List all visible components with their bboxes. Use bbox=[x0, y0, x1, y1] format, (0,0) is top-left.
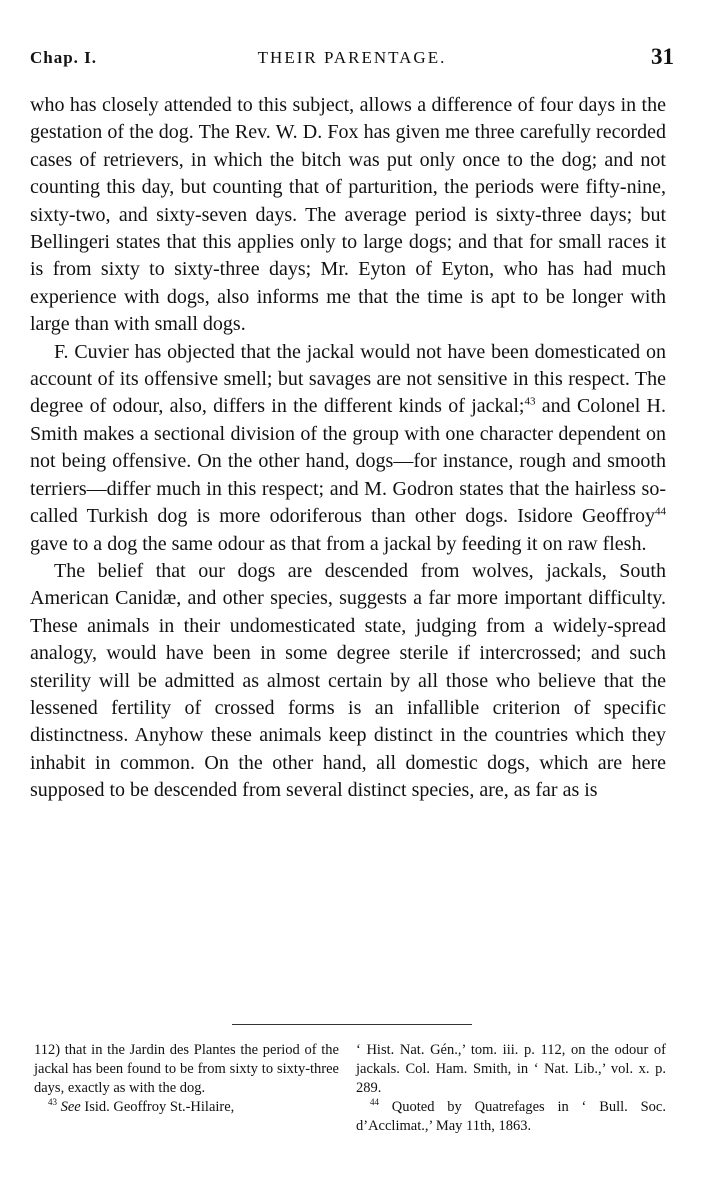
footnotes-right-column bbox=[356, 1041, 666, 1136]
footnote-43 bbox=[34, 1098, 339, 1117]
footnote-ref-44: 44 bbox=[655, 505, 666, 518]
paragraph-2-part-a: F. Cuvier has objected that the jackal would not have been domesticated on account of its offensive smell; but savages are not sensitive in this respect. The degree of odour, also, differs in the different kinds of jackal; bbox=[30, 340, 666, 418]
page-number: 31 bbox=[651, 44, 674, 69]
footnotes-left-column bbox=[34, 1041, 339, 1117]
footnote-divider bbox=[232, 1024, 472, 1025]
footnote-43-see: See bbox=[60, 1099, 81, 1115]
footnote-43-text: Isid. Geoffroy St.-Hilaire, bbox=[80, 1099, 235, 1115]
running-header bbox=[30, 44, 674, 74]
footnote-44-text: Quoted by Quatrefages in ‘ Bull. Soc. d’Acclimat.,’ May 11th, 1863. bbox=[356, 1099, 666, 1134]
footnote-ref-43: 43 bbox=[524, 395, 536, 408]
paragraph-1: who has closely attended to this subject, allows a difference of four days in the gestation of the dog. The Rev. W. D. Fox has given me three carefully recorded cases of retrievers, in which the bitch was put only once to the dog; and not counting this day, but counting that of parturition, the periods were fifty-nine, sixty-two, and sixty-seven days. The average period is sixty-three days; but Bellingeri states that this applies only to large dogs; and that for small races it is from sixty to sixty-three days; Mr. Eyton of Eyton, who has had much experience with dogs, also informs me that the time is apt to be longer with large than with small dogs. bbox=[30, 94, 666, 336]
running-title: THEIR PARENTAGE. bbox=[257, 48, 447, 67]
footnote-43-continued: ‘ Hist. Nat. Gén.,’ tom. iii. p. 112, on the odour of jackals. Col. Ham. Smith, in ‘ Nat. Lib.,’ vol. x. p. 289. bbox=[356, 1042, 666, 1096]
chapter-label: Chap. I. bbox=[30, 48, 98, 67]
paragraph-2-part-c: gave to a dog the same odour as that from a jackal by feeding it on raw flesh. bbox=[30, 532, 647, 555]
paragraph-3: The belief that our dogs are descended from wolves, jackals, South American Canidæ, and other species, suggests a far more important difficulty. These animals in their undomesticated state, judging from a widely-spread analogy, would have been in some degree sterile if intercrossed; and such sterility will be admitted as almost certain by all those who believe that the lessened fertility of crossed forms is an infallible criterion of specific distinctness. Anyhow these animals keep distinct in the countries which they inhabit in common. On the other hand, all domestic dogs, which are here supposed to be descended from several distinct species, are, as far as is bbox=[30, 559, 666, 802]
footnote-continued: 112) that in the Jardin des Plantes the period of the jackal has been found to be from sixty to sixty-three days, exactly as with the dog. bbox=[34, 1042, 339, 1096]
main-text bbox=[30, 92, 666, 805]
footnote-44 bbox=[356, 1098, 666, 1136]
footnote-44-number: 44 bbox=[370, 1097, 379, 1108]
paragraph-2 bbox=[30, 339, 666, 558]
paragraph-2-part-b: and Colonel H. Smith makes a sectional division of the group with one character dependent on not being offensive. On the other hand, dogs—for instance, rough and smooth terriers—differ much in this respect; and M. Godron states that the hairless so-called Turkish dog is more odoriferous than other dogs. Isidore Geoffroy bbox=[30, 395, 667, 528]
footnote-43-number: 43 bbox=[48, 1097, 57, 1108]
